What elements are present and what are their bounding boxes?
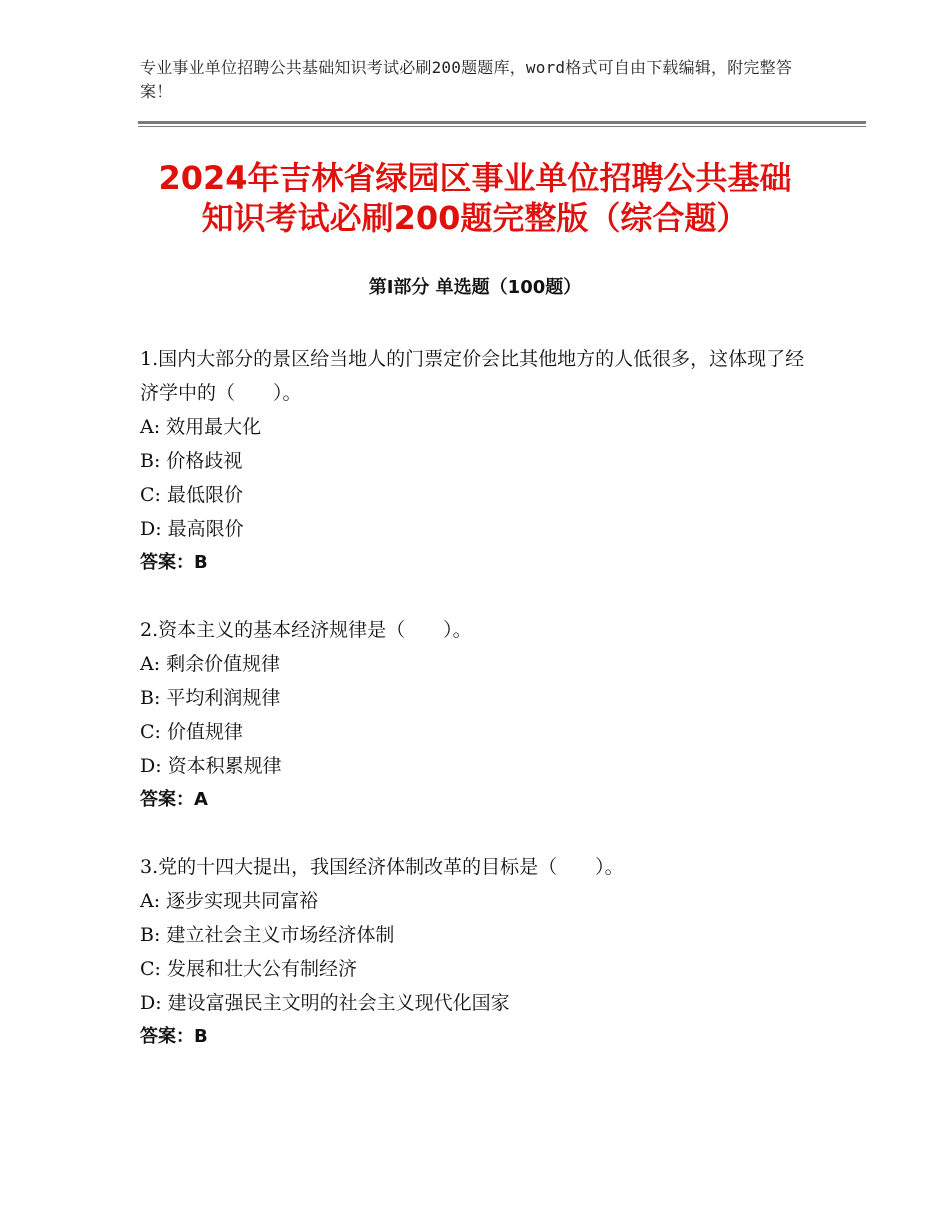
answer-label: 答案：B [140, 552, 208, 573]
option-a: A: 逐步实现共同富裕 [140, 890, 319, 912]
document-title [100, 158, 850, 238]
option-c: C: 最低限价 [140, 484, 243, 506]
document-title-line-2: 知识考试必刷200题完整版（综合题） [201, 199, 749, 237]
question-stem: 2.资本主义的基本经济规律是（ ）。 [140, 619, 472, 641]
option-d: D: 资本积累规律 [140, 755, 282, 777]
question-list [140, 342, 820, 1087]
header-divider-thin [138, 126, 866, 127]
answer-label: 答案：A [140, 789, 208, 810]
option-b: B: 价格歧视 [140, 450, 243, 472]
question-stem: 3.党的十四大提出，我国经济体制改革的目标是（ ）。 [140, 856, 624, 878]
question-3 [140, 850, 820, 1054]
question-stem: 1.国内大部分的景区给当地人的门票定价会比其他地方的人低很多，这体现了经济学中的（ ）。 [140, 348, 805, 404]
header-divider-thick [138, 121, 866, 124]
section-heading: 第Ⅰ部分 单选题（100题） [368, 277, 582, 298]
option-a: A: 剩余价值规律 [140, 653, 281, 675]
answer-label: 答案：B [140, 1026, 208, 1047]
question-2 [140, 613, 820, 817]
option-d: D: 建设富强民主文明的社会主义现代化国家 [140, 992, 510, 1014]
option-b: B: 平均利润规律 [140, 687, 281, 709]
document-title-line-1: 2024年吉林省绿园区事业单位招聘公共基础 [158, 159, 792, 197]
question-1 [140, 342, 820, 580]
header-note: 专业事业单位招聘公共基础知识考试必刷200题题库，word格式可自由下载编辑，附完整答案！ [140, 58, 793, 101]
option-c: C: 发展和壮大公有制经济 [140, 958, 357, 980]
option-b: B: 建立社会主义市场经济体制 [140, 924, 395, 946]
option-a: A: 效用最大化 [140, 416, 262, 438]
option-d: D: 最高限价 [140, 518, 244, 540]
option-c: C: 价值规律 [140, 721, 243, 743]
